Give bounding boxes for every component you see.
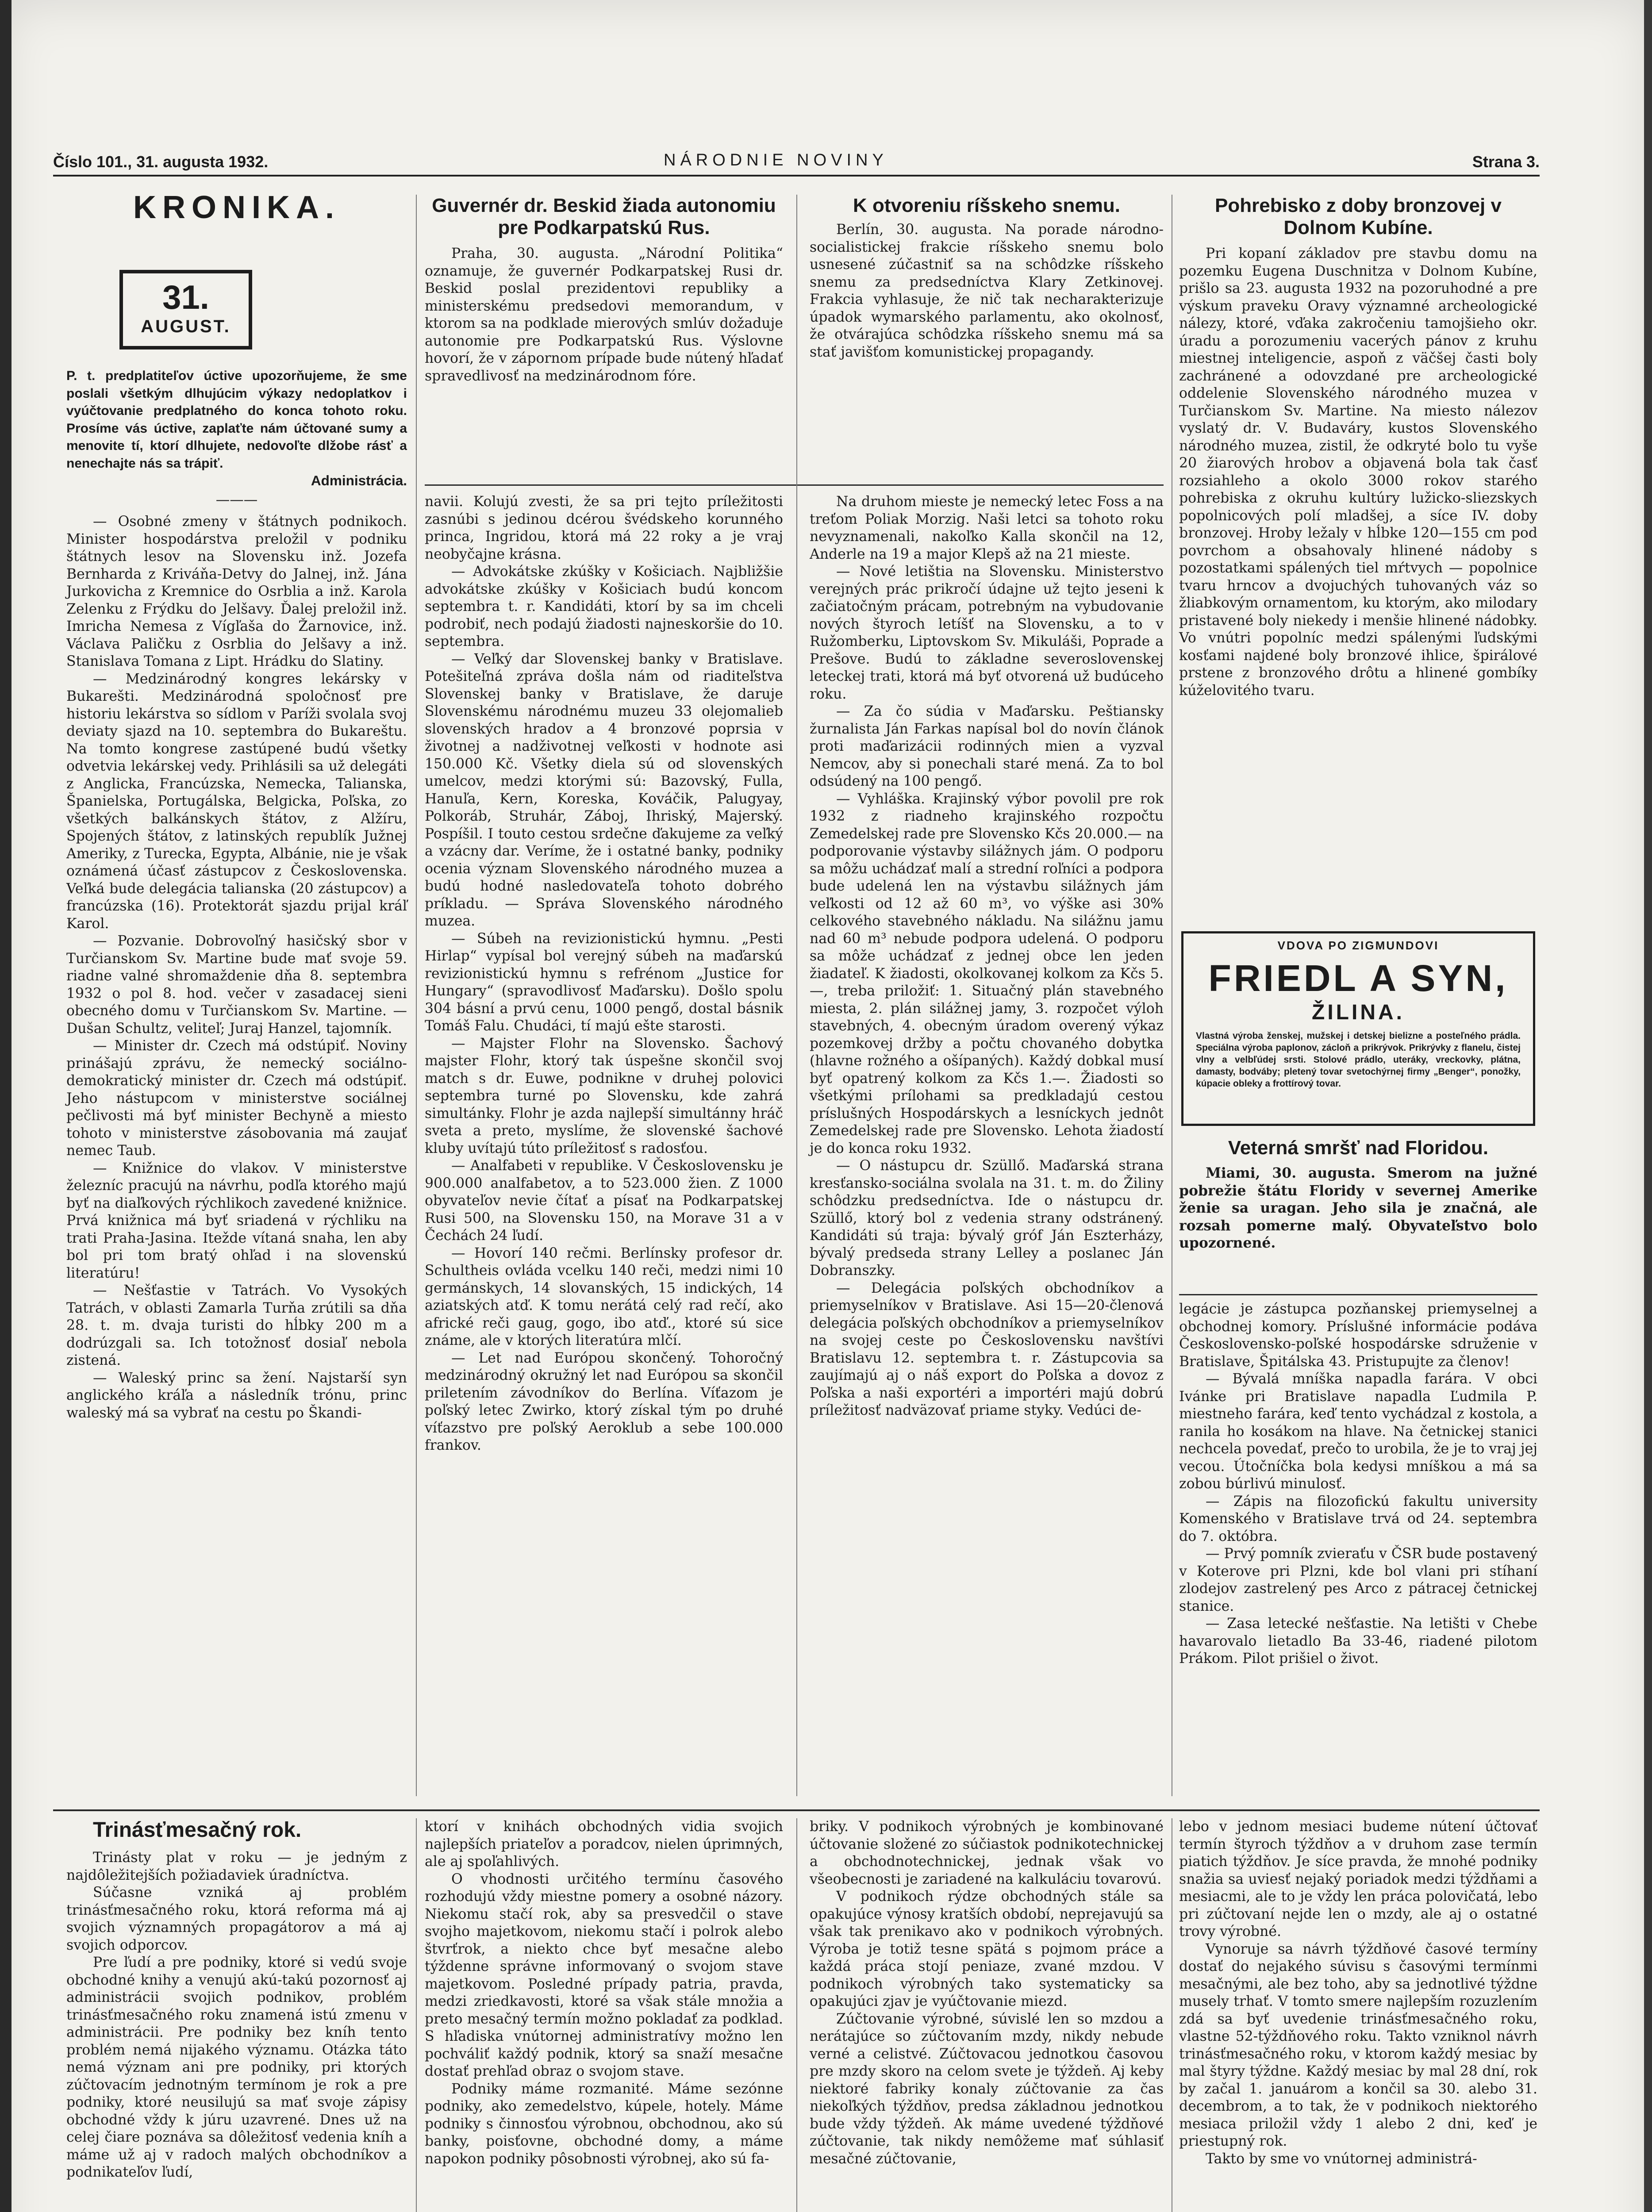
trinast-col2 [425, 1818, 783, 2168]
guverner-text: Praha, 30. augusta. „Národní Politika“ oznamuje, že guvernér Podkarpatskej Rusi dr. Beskid poslal prezidentovi republiky a ministerskému predsedovi memorandum, v ktorom sa na podklade mierových smlúv dožaduje autonomie pre Podkarpatskú Rus. Výslovne hovorí, že v zápornom prípade bude nútený hľadať spravedlivosť na medzinárodnom fóre. [425, 246, 783, 384]
snem-article [810, 195, 1164, 361]
news-item: — Majster Flohr na Slovensko. Šachový majster Flohr, ktorý tak úspešne skončil svoj match s dr. Euwe, podnikne v druhej polovici septembra turné po Slovensku, kde zahrá simultánky. Flohr je azda najlepší simultánny hráč sveta a preto, myslíme, že slovenské šachové kluby uvítajú túto príležitosť s radosťou. [425, 1035, 783, 1156]
page-number: Strana 3. [1472, 153, 1540, 171]
header-rule [53, 175, 1540, 177]
date-month: AUGUST. [141, 317, 231, 336]
ad-city: ŽILINA. [1312, 1001, 1405, 1024]
trinast-paragraph: V podnikoch rýdze obchodných stále sa opakujúce výnosy kratších období, neprejavujú sa však tak prenikavo ako v podnikoch výrobných. Výroba je totiž tesne spätá s pojmom práce a každá práca stojí peniaze, zvané mzdou. V podnikoch výrobných tako systematicky sa opakujúci zjav je vyúčtovanie miezd. [810, 1889, 1164, 2009]
trinast-headline: Trinásťmesačný rok. [93, 1818, 302, 1842]
news-item: — Knižnice do vlakov. V ministerstve železníc pracujú na návrhu, podľa ktorého majú byť na diaľkových rýchlikoch zavedené knižnice. Prvá knižnica má byť sriadená v rýchliku na trati Praha-Jasina. Itežde vítaná snaha, len aby bol pri tom bratý ohľad i na slovenskú literatúru! [66, 1160, 407, 1281]
florida-text: Miami, 30. augusta. Smerom na južné pobrežie štátu Floridy v severnej Amerike ženie sa uragan. Jeho sila je značná, ale rozsah pomerne malý. Obyvateľstvo bolo upozornené. [1179, 1165, 1537, 1251]
trinast-paragraph: Zúčtovanie výrobné, súvislé len so mzdou a nerátajúce so zúčtovaním mzdy, nikdy nebude verné a celistvé. Zúčtovacou jednotkou časovou pre mzdy skoro na celom svete je týždeň. Aj keby niektoré fabriky konaly zúčtovanie za čas niekoľkých týždňov, predsa základnou jednotkou bude vždy týždeň. Ak máme uvedené týždňové zúčtovanie, tak nikdy nemôžeme mať súhlasiť mesačné zúčtovanie, [810, 2011, 1164, 2167]
col4-news [1179, 1301, 1537, 1668]
feature-rule [53, 1809, 1540, 1811]
news-item: — Zápis na filozofickú fakultu university Komenského v Bratislave trvá od 24. septembra do 7. októbra. [1179, 1493, 1537, 1544]
ad-description: Vlastná výroba ženskej, mužskej i detskej bielizne a posteľného prádla. Speciálna výroba paplonov, zácloň a prikrývok. Prikrývky z flanelu, čistej vlny a velbľúdej srsti. Stolové prádlo, uteráky, vreckovky, plátna, damasty, bodváby; pletený tovar svetochýrnej firmy „Benger“, ponožky, kúpacie obleky a frottírový tovar. [1196, 1031, 1521, 1089]
news-item: — Zasa letecké nešťastie. Na letišti v Chebe havarovalo lietadlo Ba 33-46, riadené pilotom Prákom. Pilot prišiel o život. [1179, 1616, 1537, 1667]
column-rule [416, 1818, 417, 2212]
news-item: — Nešťastie v Tatrách. Vo Vysokých Tatrách, v oblasti Zamarla Turňa zrútili sa dňa 28. t. m. dvaja turisti do hĺbky 200 m a dodrúzgali sa. Ich totožnosť dosiaľ nebola zistená. [66, 1283, 407, 1368]
kronika-column [66, 190, 407, 225]
news-item: — Hovorí 140 rečmi. Berlínsky profesor dr. Schultheis ovláda vcelku 140 reči, medzi nimi 10 germánskych, 14 slovanských, 15 indických, 14 aziatských atď. K tomu nerátá celý rad rečí, ako africké reči gaug, gogo, ibo atď., ktoré sú sice známe, ale v ktorých literatúra mlčí. [425, 1245, 783, 1348]
kronika-title: KRONIKA. [133, 190, 340, 225]
news-item: — Veľký dar Slovenskej banky v Bratislave. Potešiteľná zpráva došla nám od riaditeľstva Slovenskej banky v Bratislave, že daruje Slovenskému národnému muzeu 33 olejomalieb slovenských hradov a 4 bronzové poprsia v životnej a nadživotnej veľkosti v hodnote asi 150.000 Kč. Všetky diela sú od slovenských umelcov, medzi ktorými sú: Bazovský, Fulla, Hanuľa, Kern, Koreska, Kováčik, Palugyay, Polkoráb, Struhár, Záboj, Ihriský, Majerský. Pospíšil. I touto cestou srdečne ďakujeme za veľký a vzácny dar. Veríme, že i ostatné banky, podniky ocenia význam Slovenského národného muzea a budú hodné nasledovateľa tohoto dobrého príkladu. — Správa Slovenského národného muzea. [425, 651, 783, 929]
news-item: — Súbeh na revizionistickú hymnu. „Pesti Hirlap“ vypísal bol verejný súbeh na maďarskú revizionistickú hymnu s refrénom „Justice for Hungary“ (spravodlivosť Maďarsku). Došlo spolu 304 básní a prvú cenu, 1000 pengő, dostal básnik Tomáš Falu. Chudáci, tí majú ešte starosti. [425, 930, 783, 1034]
friedl-advertisement [1181, 931, 1535, 1126]
trinast-col3 [810, 1818, 1164, 2168]
newspaper-title: NÁRODNIE NOVINY [664, 151, 888, 169]
florida-article [1179, 1137, 1537, 1252]
scan-edge-left [0, 0, 12, 2212]
section-rule [425, 484, 1164, 486]
trinast-paragraph: Podniky máme rozmanité. Máme sezónne podniky, ako zemedelstvo, kúpele, hotely. Máme podniky s činnosťou výrobnou, obchodnou, ako sú banky, poisťovne, obchodné domy, a máme napokon podniky pôsobnosti výrobnej, ako sú fa- [425, 2081, 783, 2167]
kronika-body [66, 367, 407, 1422]
issue-info: Číslo 101., 31. augusta 1932. [53, 153, 269, 171]
trinast-paragraph: Vynoruje sa návrh týždňové časové termíny dostať do nejakého súvisu s časovými termínmi mesačnými, ale bez toho, aby sa jednotlivé týždne musely trhať. V tomto smere najlepším rozuzlením zdá sa byť uvedenie trinásťmesačného roku, vlastne 52-týždňového roku. Takto vzniknol návrh trinásťmesačného roku, v ktorom každý mesiac by mal štyry týždne. Každý mesiac by mal 28 dní, rok by začal 1. januárom a končil sa 30. alebo 31. decembrom, a to tak, že v podnikoch niektorého mesiaca priložil vždy 1 alebo 2 dni, keď je priestupný rok. [1179, 1941, 1537, 2149]
col3-news [810, 493, 1164, 1420]
separator-dash: ——— [215, 492, 258, 508]
pohrebisko-article [1179, 195, 1537, 699]
scan-edge-right [1644, 0, 1652, 2212]
trinast-paragraph: Súčasne vzniká aj problém trinásťmesačného roku, ktorá reforma má aj svojich významných propagátorov a má aj svojich odporcov. [66, 1885, 407, 1953]
column-rule [416, 195, 417, 1796]
florida-headline: Veterná smršť nad Floridou. [1228, 1137, 1489, 1159]
date-box [119, 270, 252, 349]
news-item: — Bývalá mníška napadla farára. V obci Ivánke pri Bratislave napadla Ľudmila P. miestneho farára, keď tento vychádzal z kostola, a ranila ho kosákom na hlave. Na četnickej stanici nechcela povedať, prečo to urobila, že je to vraj jej vecou. Útočníčka bola kedysi mníškou a má sa zobou búrlivú minulosť. [1179, 1371, 1537, 1492]
news-item: — Let nad Európou skončený. Tohoročný medzinárodný okružný let nad Európou sa skončil priletením závodníkov do Berlína. Víťazom je poľský letec Zwirko, ktorý získal tým po druhé víťazstvo pre poľský Aeroklub a sebe 100.000 frankov. [425, 1350, 783, 1453]
news-item: — Vyhláška. Krajinský výbor povolil pre rok 1932 z riadneho krajinského rozpočtu Zemedelskej rade pre Slovensko Kčs 20.000.— na podporovanie výstavby silážnych jám. O podporu sa môžu uchádzať malí a strední roľníci a podpora bude udelená len na výstavbu silážnych jám veľkosti od 12 až 60 m³, vo výške asi 30% celkového stavebného nákladu. Na silážnu jamu nad 60 m³ nebude podpora udelená. O podporu sa môže uchádzať z jednej obce len jeden žiadateľ. K žiadosti, okolkovanej kolkom za Kčs 5.—, treba priložiť: 1. Situačný plán stavebného miesta, 2. plán silážnej jamy, 3. rozpočet výloh stavebných, 4. obecným úradom overený výkaz pozemkovej držby a počtu chovaného dobytka (hlavne rožného a ošípaných). Každý dobkal musí byť opatrený kolkom za Kčs 1.—. Žiadosti so všetkými prílohami sa predkladajú cestou príslušných Hospodárskych a lesníckych jednôt Zemedelskej rade pre Slovensko. Lehota žiadostí je do konca roku 1932. [810, 791, 1164, 1156]
notice-signature: Administrácia. [311, 472, 407, 488]
news-item: — Nové letištia na Slovensku. Ministerstvo verejných prác prikročí údajne už tejto jeseni k začiatočným prácam, potrebným na vybudovanie nových štyroch letíšť na Slovensku, a to v Ružomberku, Liptovskom Sv. Mikuláši, Poprade a Prešove. Budú to základne severoslovenskej leteckej trati, ktorá má byť otvorená už budúceho roku. [810, 564, 1164, 702]
news-item: — Analfabeti v republike. V Československu je 900.000 analfabetov, a to 523.000 žien. Z 1000 obyvateľov nevie čítať a písať na Podkarpatskej Rusi 500, na Slovensku 150, na Morave 31 a v Čechách 24 ľudí. [425, 1158, 783, 1244]
column-rule [796, 1818, 797, 2212]
col2-news [425, 493, 783, 1455]
date-day: 31. [162, 279, 209, 316]
trinast-col1 [66, 1818, 407, 2181]
guverner-article [425, 195, 783, 385]
ad-company-name: FRIEDL A SYN, [1208, 957, 1508, 999]
news-item: Na druhom mieste je nemecký letec Foss a na treťom Poliak Morzig. Naši letci sa tohoto roku nevyznamenali, nakoľko Kalla skončil na 12, Anderle na 19 a major Klepš až na 21 mieste. [810, 494, 1164, 562]
news-item: — Advokátske zkúšky v Košiciach. Najbližšie advokátske zkúšky v Košiciach budú koncom septembra t. r. Kandidáti, ktorí by sa im chceli podrobiť, nech podajú žiadosti najneskoršie do 10. septembra. [425, 564, 783, 649]
news-item: — Waleský princ sa žení. Najstarší syn anglického kráľa a následník trónu, princ waleský má sa vybrať na cestu po Škandi- [66, 1370, 407, 1421]
ad-top-line: VDOVA PO ZIGMUNDOVI [1277, 939, 1439, 952]
trinast-paragraph: lebo v jednom mesiaci budeme nútení účtovať termín štyroch týždňov a v druhom zase termín piatich týždňov. Je síce pravda, že mnohé podniky snažia sa uviesť nejaký poriadok medzi týždňami a mesiacmi, ale to je vždy len práca polovičatá, lebo pri zúčtovaní nejde len o mzdy, ale aj o ostatné trovy výrobné. [1179, 1819, 1537, 1939]
news-item: — Delegácia poľských obchodníkov a priemyselníkov v Bratislave. Asi 15—20-členová delegácia poľských obchodníkov a priemyselníkov na svojej ceste po Československu navštívi Bratislavu 12. septembra t. r. Zástupcovia sa zaujímajú aj o náš export do Poľska a dovoz z Poľska a naši exportéri a importéri majú dobrú príležitosť nadväzovať priame styky. Vedúci de- [810, 1280, 1164, 1418]
trinast-paragraph: ktorí v knihách obchodných vidia svojich najlepších priateľov a poradcov, nielen úprimných, ale aj spoľahlivých. [425, 1819, 783, 1870]
trinast-paragraph: briky. V podnikoch výrobných je kombinované účtovanie složené zo súčiastok podnikotechnickej a obchodnotechnickej, jednak však vo všeobecnosti je zariadené na kalkuláciu tovarovú. [810, 1819, 1164, 1887]
snem-headline: K otvoreniu ríšskeho snemu. [853, 195, 1120, 216]
pohrebisko-text: Pri kopaní základov pre stavbu domu na pozemku Eugena Duschnitza v Dolnom Kubíne, prišlo sa 23. augusta 1932 na pozoruhodné a pre výskum praveku Oravy významné archeologické nálezy, ktoré, vďaka zakročeniu tamojšieho okr. úradu a porozumeniu vacerých pánov z kruhu miestnej inteligencie, aspoň z väčšej časti boly zachránené a odovzdané pre archeologické oddelenie Slovenského národného muzea v Turčianskom Sv. Martine. Na miesto nálezov vyslatý dr. V. Budaváry, kustos Slovenského národného muzea, zistil, že odkryté bolo tu vyše 20 žiarových hrobov a objavená bola tak časť rozsiahleho a okolo 3000 rokov starého pohrebiska z okruhu kultúry lužicko-sliezskych popolnicových polí mladšej, a síce IV. doby bronzovej. Hroby ležaly v hĺbke 120—155 cm pod povrchom a obsahovaly hlinené nádoby s pozostatkami spálených tiel mŕtvych — popolnice tvaru hrncov a dvojuchých tuhovaných váz so žliabkovým ornamentom, ku ktorým, ako milodary pristavené boly niekedy i menšie hlinené nádobky. Vo vnútri popolníc medzi spálenými ľudskými kosťami najdené boly bronzové ihlice, špirálové prstene z bronzového drôtu a hlinené gombíky kúželovitého tvaru. [1179, 246, 1537, 699]
snem-text: Berlín, 30. augusta. Na porade národno-socialistickej frakcie ríšskeho snemu bolo usnesené zúčastniť sa na schôdzke ríšskeho snemu za predsedníctva Klary Zetkinovej. Frakcia vyhlasuje, že nič tak necharakterizuje úpadok wymarského parlamentu, ako okolnosť, že otvárajúca schôdzka ríšskeho snemu má sa stať javišťom komunistickej propagandy. [810, 222, 1164, 360]
news-item: navii. Kolujú zvesti, že sa pri tejto príležitosti zasnúbi s jedinou dcérou švédskeho korunného princa, Ingridou, ktorá má 22 roky a je vraj neobyčajne krásna. [425, 494, 783, 562]
news-item: — Osobné zmeny v štátnych podnikoch. Minister hospodárstva preložil v podniku štátnych lesov na Slovensku inž. Jozefa Bernharda z Kriváňa-Detvy do Jalnej, inž. Jána Jurkovicha z Kremnice do Osrblia a inž. Karola Zelenku z Frýdku do Jelšavy. Ďalej preložil inž. Imricha Nemesa z Vígľaša do Žarnovice, inž. Václava Paličku z Osrblia do Jelšavy a inž. Stanislava Tomana z Lipt. Hrádku do Slatiny. [66, 514, 407, 669]
trinast-paragraph: Takto by sme vo vnútornej administrá- [1206, 2151, 1477, 2167]
guverner-headline: Guvernér dr. Beskid žiada autonomiu pre Podkarpatskú Rus. [432, 195, 776, 238]
news-item: — Pozvanie. Dobrovoľný hasičský sbor v Turčianskom Sv. Martine bude mať svoje 59. riadne valné shromaždenie dňa 8. septembra 1932 o pol 8. hod. večer v zasadacej sieni obecného domu v Turčianskom Sv. Martine. — Dušan Schultz, veliteľ; Juraj Hanzel, tajomník. [66, 933, 407, 1037]
trinast-paragraph: O vhodnosti určitého termínu časového rozhodujú vždy miestne pomery a osobné názory. Niekomu stačí rok, aby sa presvedčil o stave svojho majetkovom, niekomu stačí i polrok alebo štvrťrok, a niekto chce byť mesačne alebo týždenne správne informovaný o svojom stave majetkovom. Posledné prípady patria, pravda, medzi zriedkavosti, ktoré sa však stále množia a preto mesačný termín možno pokladať za podklad. S hľadiska vnútornej administratívy možno len pochváliť každý podnik, ktorý sa snaží mesačne dostať prehľad obraz o svojom stave. [425, 1871, 783, 2079]
news-item: — O nástupcu dr. Szüllő. Maďarská strana kresťansko-sociálna svolala na 31. t. m. do Žiliny schôdzku predsedníctva. Ide o nástupcu dr. Szüllő, ktorý bol z vedenia strany odstránený. Kandidáti sú traja: bývalý gróf Ján Eszterházy, bývalý predseda strany Lelley a poslanec Ján Dobranszky. [810, 1158, 1164, 1279]
trinast-paragraph: Trinásty plat v roku — je jedným z najdôležitejších požiadaviek úradníctva. [66, 1850, 407, 1883]
trinast-paragraph: Pre ľudí a pre podniky, ktoré si vedú svoje obchodné knihy a venujú akú-takú pozornosť aj administrácii svojich podnikov, problém trinásťmesačného roku znamená istú zmenu v administrácii. Pre podniky bez kníh tento problém nemá nijakého významu. Otázka táto nemá význam ani pre podniky, pri ktorých zúčtovacím jednotným termínom je rok a pre podniky, ktoré neusilujú sa mať svoje zápisy obchodné vždy k júru uzavrené. Dnes už na celej čiare poznáva sa dôležitosť vedenia kníh a máme už aj v radoch malých obchodníkov a podnikateľov ľudí, [66, 1955, 407, 2180]
section-rule [1179, 1294, 1537, 1295]
news-item: — Minister dr. Czech má odstúpiť. Noviny prinášajú zprávu, že nemecký sociálno-demokratický minister dr. Czech má odstúpiť. Jeho nástupcom v ministerstve sociálnej pečlivosti má byť minister Bechyně a miesto tohoto v ministerstve zásobovania má zaujať nemec Taub. [66, 1038, 407, 1159]
trinast-col4 [1179, 1818, 1537, 2168]
news-item: — Medzinárodný kongres lekársky v Bukarešti. Medzinárodná spoločnosť pre historiu lekárstva so sídlom v Paríži svolala svoj deviaty sjazd na 10. septembra do Bukareštu. Na tomto kongrese zastúpené budú všetky odvetvia lekárskej vedy. Prihlásili sa už delegáti z Anglicka, Francúzska, Nemecka, Talianska, Španielska, Portugálska, Belgicka, Poľska, zo všetkých balkánskych štátov, z Alžíru, Spojených štátov, z latinských republík Južnej Ameriky, z Turecka, Egypta, Albánie, nie je však oznámená účasť zástupcov z Československa. Veľká bude delegácia talianska (20 zástupcov) a francúzska (16). Protektorát sjazdu prijal kráľ Karol. [66, 671, 407, 932]
news-item: — Prvý pomník zvieraťu v ČSR bude postavený v Koterove pri Plzni, kde bol vlani pri stíhaní zlodejov zastrelený pes Arco z pátracej četnickej stanice. [1179, 1546, 1537, 1614]
column-rule [796, 195, 797, 1796]
subscriber-notice: P. t. predplatiteľov úctive upozorňujeme, že sme poslali všetkým dlhujúcim výkazy nedoplatkov i vyúčtovanie predplatného do konca tohoto roku. Prosíme vás úctive, zaplaťte nám účtované sumy a menovite tí, ktorí dlhujete, nedovoľte dlžobe rásť a nenechajte nás sa trápiť. [66, 369, 407, 471]
news-item: — Za čo súdia v Maďarsku. Peštiansky žurnalista Ján Farkas napísal bol do novín článok proti maďarizácii rodinných mien a vyzval Nemcov, aby si ponechali staré mená. Za to bol odsúdený na 100 pengő. [810, 703, 1164, 789]
page-header [53, 153, 1540, 179]
news-item: legácie je zástupca pozňanskej priemyselnej a obchodnej komory. Príslušné informácie podáva Československo-poľské hospodárske sdruženie v Bratislave, Špitálska 43. Pristupujte za členov! [1179, 1301, 1537, 1370]
pohrebisko-headline: Pohrebisko z doby bronzovej v Dolnom Kubíne. [1215, 195, 1502, 238]
